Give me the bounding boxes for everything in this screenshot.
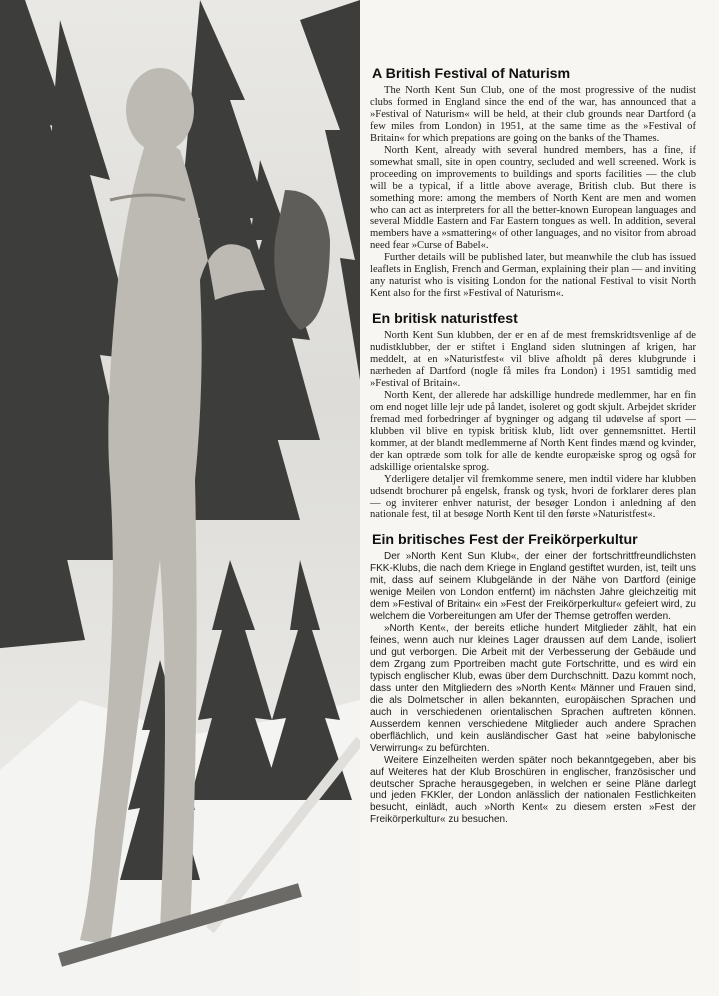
article-german <box>370 532 696 826</box>
article-heading: En britisk naturistfest <box>372 311 518 328</box>
article-column <box>370 66 696 837</box>
article-paragraph: Yderligere detaljer vil fremkomme senere, men indtil videre har klubben udsendt brochurer på engelsk, fransk og tysk, hvori de forklarer deres plan — og inviterer enhver naturist, der besøger London i anledning af den nationale fest, til at besøge North Kent til den første »Naturistfest«. <box>370 473 696 521</box>
article-paragraph: North Kent, already with several hundred members, has a fine, if somewhat small, site in open country, secluded and well screened. Work is proceeding on improvements to buildings and sports facilities — the club will be a typical, if a little above average, British club. But there is something more: among the members of North Kent are men and women who can act as interpreters for all the better-known European languages and several Middle Eastern and Far Eastern tongues as well. In addition, several members have a »smattering« of other languages, and no visitor from abroad need fear »Curse of Babel«. <box>370 144 696 252</box>
article-paragraph: North Kent, der allerede har adskillige hundrede medlemmer, har en fin om end noget lille lejr ude på landet, isoleret og godt skjult. Arbejdet skrider fremad med forbedringer af bygninger og adgang til udøvelse af sport — klubben vil blive en typisk britisk klub, lidt over gennemsnittet. Hertil kommer, at der blandt medlemmerne af North Kent findes mænd og kvinder, der kan optræde som tolk for alle de kendte europæiske sprog og også for adskillige orientalske sprog. <box>370 389 696 473</box>
article-danish <box>370 311 696 521</box>
article-heading: Ein britisches Fest der Freikörperkultur <box>372 532 638 549</box>
article-paragraph: The North Kent Sun Club, one of the most progressive of the nudist clubs formed in England since the end of the war, has announced that a »Festival of Naturism« will be held, at their club grounds near Dartford (a few miles from London) in 1951, at the same time as the »Festival of Britain« for which prepations are going on the banks of the Thames. <box>370 85 696 144</box>
article-english <box>370 66 696 300</box>
article-heading: A British Festival of Naturism <box>372 66 571 82</box>
article-paragraph: Weitere Einzelheiten werden später noch bekanntgegeben, aber bis auf Weiteres hat der Klub Broschüren in englischer, französischer und deutscher Sprache herausgegeben, in welchen er seine Pläne darlegt und jeden FKKler, der London anlässlich der nationalen Festlichkeiten besucht, einlädt, auch »North Kent« zu diesem ersten »Fest der Freikörperkultur« zu besuchen. <box>370 754 696 826</box>
article-paragraph: Der »North Kent Sun Klub«, der einer der fortschrittfreundlichsten FKK-Klubs, die nach dem Kriege in England gestiftet wurden, ist, teilt uns mit, dass auf seinem Klubgelände in der Nähe von Dartford (einige wenige Meilen von London entfernt) im nächsten Jahre gleichzeitig mit dem »Festival of Britain« ein »Fest der Freikörperkultur« gefeiert wird, zu welchem die Vorbereitungen am Ufer der Themse getroffen werden. <box>370 551 696 623</box>
article-paragraph: »North Kent«, der bereits etliche hundert Mitglieder zählt, hat ein feines, wenn auch nur kleines Lager draussen auf dem Lande, isoliert und gut verborgen. Die Arbeit mit der Verbesserung der Gebäude und dem Zrgang zum Pportreiben macht gute Fortschritte, und es wird ein typisch englischer Klub, ewas über dem Durchschnitt. Dazu kommt noch, dass unter den Mitgliedern des »North Kent« Männer und Frauen sind, die als Dolmetscher in allen bekannten, europäischen Sprachen und auch in verschiedenen orientalischen Sprachen auftreten können. Ausserdem kennen verschiedene Mitglieder auch andere Sprachen oberflächlich, und kein ausländischer Gast hat »eine babylonische Verwirrung« zu befürchten. <box>370 623 696 754</box>
article-paragraph: North Kent Sun klubben, der er en af de mest fremskridtsvenlige af de nudistklubber, der er stiftet i England siden slutningen af krigen, har meddelt, at en »Naturistfest« vil blive afholdt på deres klubgrunde i nærheden af Dartford (nogle få miles fra London) i 1951 samtidig med »Festival of Britain«. <box>370 330 696 389</box>
article-paragraph: Further details will be published later, but meanwhile the club has issued leaflets in English, French and German, explaining their plan — and inviting any naturist who is visiting London for the national Festival to visit North Kent also for the first »Festival of Naturism«. <box>370 252 696 300</box>
